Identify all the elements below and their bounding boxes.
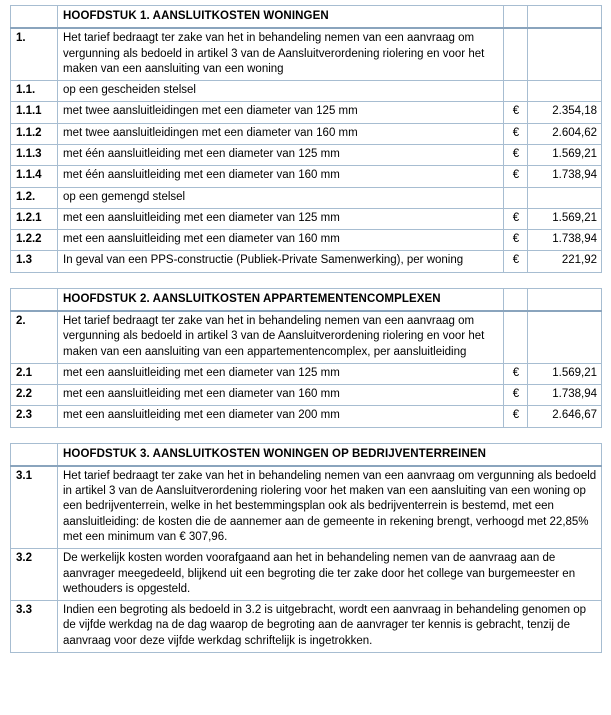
row-amount: 221,92 xyxy=(528,251,602,272)
row-currency xyxy=(504,187,528,208)
table-row xyxy=(11,28,602,80)
row-number: 2. xyxy=(11,311,58,363)
tariff-table-hoofdstuk-2 xyxy=(10,288,602,428)
table-row xyxy=(11,406,602,427)
table-row xyxy=(11,102,602,123)
row-description: met één aansluitleiding met een diameter van 125 mm xyxy=(58,144,504,165)
table-header-row xyxy=(11,6,602,29)
chapter-header-num xyxy=(11,6,58,29)
chapter-header-num xyxy=(11,288,58,311)
row-number: 1.3 xyxy=(11,251,58,272)
row-amount xyxy=(528,187,602,208)
row-description: op een gescheiden stelsel xyxy=(58,81,504,102)
table-row xyxy=(11,385,602,406)
row-currency: € xyxy=(504,166,528,187)
chapter-header-num xyxy=(11,443,58,466)
table-row xyxy=(11,144,602,165)
row-currency: € xyxy=(504,251,528,272)
table-row xyxy=(11,123,602,144)
chapter-header-currency xyxy=(504,288,528,311)
row-currency: € xyxy=(504,385,528,406)
table-spacer xyxy=(10,428,601,443)
row-currency: € xyxy=(504,363,528,384)
row-currency: € xyxy=(504,208,528,229)
row-number: 1.2.1 xyxy=(11,208,58,229)
row-description: met een aansluitleiding met een diameter van 160 mm xyxy=(58,385,504,406)
row-number: 3.3 xyxy=(11,601,58,653)
row-description: Het tarief bedraagt ter zake van het in behandeling nemen van een aanvraag om vergunning als bedoeld in artikel 3 van de Aansluitverordening riolering en voor het maken van een aansluiting van een woning xyxy=(58,28,504,80)
row-number: 2.3 xyxy=(11,406,58,427)
table-header-row xyxy=(11,288,602,311)
row-description: met twee aansluitleidingen met een diameter van 160 mm xyxy=(58,123,504,144)
table-spacer xyxy=(10,273,601,288)
chapter-header-amount xyxy=(528,288,602,311)
row-description: met één aansluitleiding met een diameter van 160 mm xyxy=(58,166,504,187)
table-row xyxy=(11,166,602,187)
chapter-header-amount xyxy=(528,6,602,29)
table-row xyxy=(11,230,602,251)
row-description: Indien een begroting als bedoeld in 3.2 is uitgebracht, wordt een aanvraag in behandeling genomen op de vijfde werkdag na de dag waarop de begroting aan de aanvrager ter kennis is gebracht, tenzij de aanvraag voor deze vijfde werkdag schriftelijk is ingetrokken. xyxy=(58,601,602,653)
row-description: op een gemengd stelsel xyxy=(58,187,504,208)
row-description: met een aansluitleiding met een diameter van 125 mm xyxy=(58,363,504,384)
row-number: 1.1.1 xyxy=(11,102,58,123)
row-amount: 2.604,62 xyxy=(528,123,602,144)
table-row xyxy=(11,81,602,102)
row-amount xyxy=(528,311,602,363)
row-currency: € xyxy=(504,144,528,165)
row-currency xyxy=(504,311,528,363)
row-currency xyxy=(504,81,528,102)
table-row xyxy=(11,601,602,653)
row-number: 1. xyxy=(11,28,58,80)
table-row xyxy=(11,311,602,363)
row-amount xyxy=(528,28,602,80)
row-currency: € xyxy=(504,102,528,123)
chapter-header-title: HOOFDSTUK 2. AANSLUITKOSTEN APPARTEMENTENCOMPLEXEN xyxy=(58,288,504,311)
row-description: Het tarief bedraagt ter zake van het in behandeling nemen van een aanvraag om vergunning als bedoeld in artikel 3 van de Aansluitverordening riolering voor het maken van een aansluiting van een woning op een bedrijventerrein, welke in het bestemmingsplan ook als bedrijventerrein is bestemd, met een aansluitleiding: de kosten die de aannemer aan de gemeente in rekening brengt, verhoogd met 22,85% met een minimum van € 307,96. xyxy=(58,466,602,549)
row-currency: € xyxy=(504,230,528,251)
table-row xyxy=(11,187,602,208)
row-amount: 2.354,18 xyxy=(528,102,602,123)
chapter-header-title: HOOFDSTUK 3. AANSLUITKOSTEN WONINGEN OP BEDRIJVENTERREINEN xyxy=(58,443,602,466)
row-amount: 2.646,67 xyxy=(528,406,602,427)
row-amount: 1.569,21 xyxy=(528,363,602,384)
row-amount xyxy=(528,81,602,102)
row-number: 1.2.2 xyxy=(11,230,58,251)
row-amount: 1.738,94 xyxy=(528,230,602,251)
tariff-table-hoofdstuk-1 xyxy=(10,5,602,273)
row-number: 1.1.2 xyxy=(11,123,58,144)
table-row xyxy=(11,466,602,549)
row-number: 1.1.3 xyxy=(11,144,58,165)
row-currency xyxy=(504,28,528,80)
row-amount: 1.738,94 xyxy=(528,166,602,187)
row-description: met een aansluitleiding met een diameter van 200 mm xyxy=(58,406,504,427)
row-number: 2.1 xyxy=(11,363,58,384)
row-number: 1.1. xyxy=(11,81,58,102)
table-row xyxy=(11,363,602,384)
row-currency: € xyxy=(504,406,528,427)
row-number: 3.1 xyxy=(11,466,58,549)
table-row xyxy=(11,251,602,272)
row-number: 2.2 xyxy=(11,385,58,406)
row-description: Het tarief bedraagt ter zake van het in behandeling nemen van een aanvraag om vergunning als bedoeld in artikel 3 van de Aansluitverordening riolering en voor het maken van een aansluiting van een appartementencomplex, per aansluitleiding xyxy=(58,311,504,363)
row-description: met een aansluitleiding met een diameter van 160 mm xyxy=(58,230,504,251)
row-description: De werkelijk kosten worden voorafgaand aan het in behandeling nemen van de aanvraag aan de aanvrager meegedeeld, blijkend uit een begroting die ter zake door het college van burgemeester en wethouders is opgesteld. xyxy=(58,549,602,601)
row-amount: 1.569,21 xyxy=(528,144,602,165)
row-description: In geval van een PPS-constructie (Publiek-Private Samenwerking), per woning xyxy=(58,251,504,272)
table-row xyxy=(11,549,602,601)
table-header-row xyxy=(11,443,602,466)
row-amount: 1.569,21 xyxy=(528,208,602,229)
chapter-header-currency xyxy=(504,6,528,29)
row-number: 1.1.4 xyxy=(11,166,58,187)
row-number: 1.2. xyxy=(11,187,58,208)
row-amount: 1.738,94 xyxy=(528,385,602,406)
row-number: 3.2 xyxy=(11,549,58,601)
row-description: met twee aansluitleidingen met een diameter van 125 mm xyxy=(58,102,504,123)
row-description: met een aansluitleiding met een diameter van 125 mm xyxy=(58,208,504,229)
table-row xyxy=(11,208,602,229)
row-currency: € xyxy=(504,123,528,144)
chapter-header-title: HOOFDSTUK 1. AANSLUITKOSTEN WONINGEN xyxy=(58,6,504,29)
tariff-table-hoofdstuk-3 xyxy=(10,443,602,653)
